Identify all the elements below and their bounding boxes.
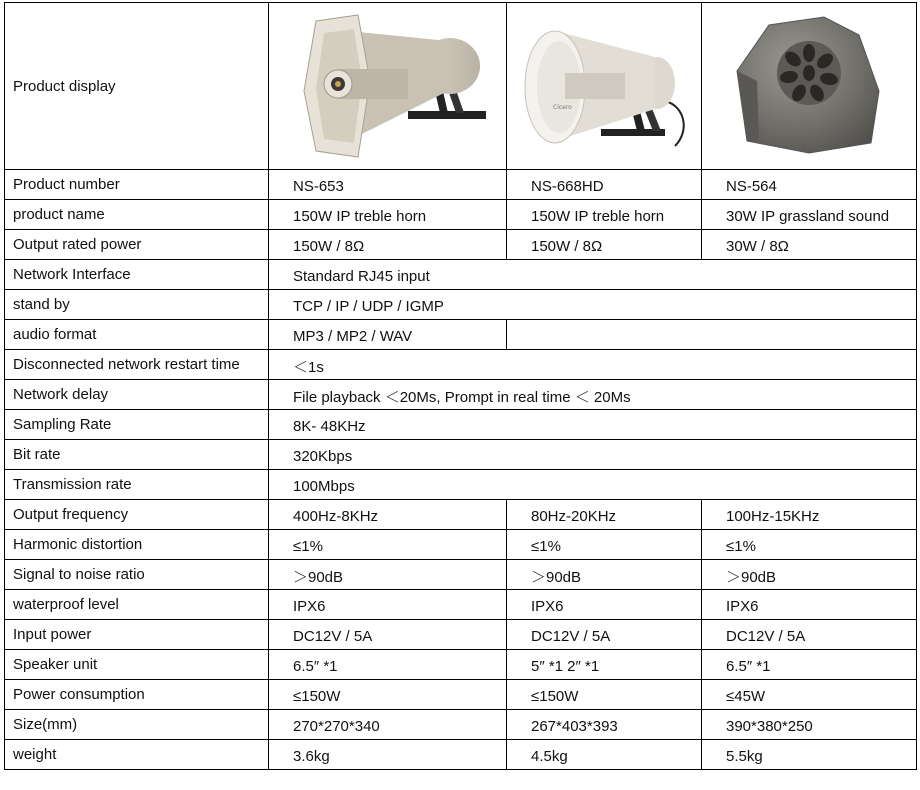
- table-cell: ≤1%: [269, 530, 507, 560]
- table-cell: Standard RJ45 input: [269, 260, 917, 290]
- table-cell: 8K- 48KHz: [269, 410, 917, 440]
- table-row: [5, 650, 917, 680]
- row-label: Output rated power: [5, 230, 269, 260]
- product-image-ns-653: [269, 3, 507, 170]
- table-row: [5, 230, 917, 260]
- table-cell: 320Kbps: [269, 440, 917, 470]
- table-cell: ＞90dB: [702, 560, 917, 590]
- table-cell: File playback ＜20Ms, Prompt in real time ＜ 20Ms: [269, 380, 917, 410]
- row-label: Output frequency: [5, 500, 269, 530]
- table-cell: 270*270*340: [269, 710, 507, 740]
- row-label: Transmission rate: [5, 470, 269, 500]
- table-cell: 150W IP treble horn: [269, 200, 507, 230]
- table-cell: ＞90dB: [269, 560, 507, 590]
- horn-speaker-image: [288, 11, 488, 161]
- table-cell: 30W / 8Ω: [702, 230, 917, 260]
- table-cell: 150W IP treble horn: [507, 200, 702, 230]
- row-label: Harmonic distortion: [5, 530, 269, 560]
- row-label: audio format: [5, 320, 269, 350]
- table-row: [5, 200, 917, 230]
- horn-speaker-image: [515, 11, 695, 161]
- table-cell: ≤150W: [507, 680, 702, 710]
- table-cell: 100Hz-15KHz: [702, 500, 917, 530]
- table-cell: IPX6: [702, 590, 917, 620]
- row-label: product name: [5, 200, 269, 230]
- table-row: [5, 440, 917, 470]
- row-label: Network Interface: [5, 260, 269, 290]
- product-image-ns-564: [702, 3, 917, 170]
- row-label: Power consumption: [5, 680, 269, 710]
- spec-table: [4, 2, 917, 770]
- table-cell: DC12V / 5A: [507, 620, 702, 650]
- row-label: Speaker unit: [5, 650, 269, 680]
- table-cell: ＞90dB: [507, 560, 702, 590]
- row-label: Disconnected network restart time: [5, 350, 269, 380]
- table-row: [5, 470, 917, 500]
- table-row: [5, 530, 917, 560]
- table-row: [5, 710, 917, 740]
- table-cell: 5.5kg: [702, 740, 917, 770]
- table-cell: DC12V / 5A: [269, 620, 507, 650]
- row-label: Product display: [5, 3, 269, 170]
- table-cell: [507, 320, 917, 350]
- table-cell: 150W / 8Ω: [269, 230, 507, 260]
- table-cell: 4.5kg: [507, 740, 702, 770]
- table-cell: ≤150W: [269, 680, 507, 710]
- rock-speaker-image: [729, 11, 889, 161]
- table-row: [5, 680, 917, 710]
- row-label: Sampling Rate: [5, 410, 269, 440]
- table-cell: ≤45W: [702, 680, 917, 710]
- table-row: [5, 170, 917, 200]
- table-cell: 3.6kg: [269, 740, 507, 770]
- table-cell: NS-653: [269, 170, 507, 200]
- table-cell: 400Hz-8KHz: [269, 500, 507, 530]
- row-label: Product number: [5, 170, 269, 200]
- table-row: [5, 380, 917, 410]
- table-row: [5, 260, 917, 290]
- table-cell: 80Hz-20KHz: [507, 500, 702, 530]
- table-row: [5, 590, 917, 620]
- table-cell: ≤1%: [507, 530, 702, 560]
- svg-text:Cicero: Cicero: [553, 104, 572, 111]
- table-cell: IPX6: [269, 590, 507, 620]
- table-cell: ＜1s: [269, 350, 917, 380]
- table-cell: 6.5″ *1: [269, 650, 507, 680]
- table-row: [5, 620, 917, 650]
- table-cell: ≤1%: [702, 530, 917, 560]
- row-label: Size(mm): [5, 710, 269, 740]
- table-cell: 390*380*250: [702, 710, 917, 740]
- table-cell: TCP / IP / UDP / IGMP: [269, 290, 917, 320]
- table-cell: 30W IP grassland sound: [702, 200, 917, 230]
- row-label: Input power: [5, 620, 269, 650]
- table-cell: 5″ *1 2″ *1: [507, 650, 702, 680]
- table-cell: 100Mbps: [269, 470, 917, 500]
- table-cell: MP3 / MP2 / WAV: [269, 320, 507, 350]
- table-row: [5, 560, 917, 590]
- table-cell: 267*403*393: [507, 710, 702, 740]
- table-cell: 150W / 8Ω: [507, 230, 702, 260]
- table-cell: 6.5″ *1: [702, 650, 917, 680]
- table-row: [5, 320, 917, 350]
- table-row: [5, 410, 917, 440]
- table-row: [5, 3, 917, 170]
- row-label: Network delay: [5, 380, 269, 410]
- product-image-ns-668hd: [507, 3, 702, 170]
- table-cell: IPX6: [507, 590, 702, 620]
- table-cell: NS-668HD: [507, 170, 702, 200]
- table-row: [5, 350, 917, 380]
- row-label: Bit rate: [5, 440, 269, 470]
- table-row: [5, 740, 917, 770]
- row-label: Signal to noise ratio: [5, 560, 269, 590]
- table-row: [5, 290, 917, 320]
- table-row: [5, 500, 917, 530]
- table-cell: DC12V / 5A: [702, 620, 917, 650]
- row-label: waterproof level: [5, 590, 269, 620]
- row-label: stand by: [5, 290, 269, 320]
- table-cell: NS-564: [702, 170, 917, 200]
- row-label: weight: [5, 740, 269, 770]
